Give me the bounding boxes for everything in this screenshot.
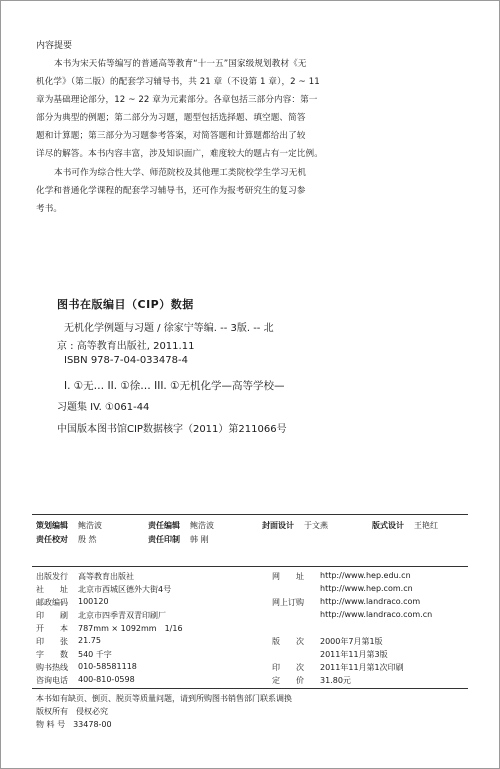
credit-label: 策划编辑 bbox=[36, 521, 68, 530]
abstract-line: 题和计算题；第三部分为习题参考答案，对简答题和计算题都给出了较 bbox=[36, 131, 306, 141]
pub-value: 400-810-0598 bbox=[78, 675, 135, 684]
credit-label: 版式设计 bbox=[372, 521, 404, 530]
pub-label: 网 址 bbox=[272, 572, 304, 581]
pub-value: 北京市四季青双青印刷厂 bbox=[78, 611, 166, 620]
credit-label: 责任印制 bbox=[148, 535, 180, 544]
cip-line: 习题集 IV. ①061-44 bbox=[57, 402, 150, 413]
abstract-line: 机化学》（第二版）的配套学习辅导书，共 21 章（不设第 1 章），2 ~ 11 bbox=[36, 77, 320, 87]
credit-value: 鲍浩波 bbox=[78, 521, 102, 530]
abstract-line: 章为基础理论部分，12 ~ 22 章为元素部分。各章包括三部分内容：第一 bbox=[36, 95, 318, 105]
divider bbox=[32, 566, 468, 567]
cip-line: I. ①无… II. ①徐… III. ①无机化学—高等学校— bbox=[64, 380, 285, 392]
pub-value: 540 千字 bbox=[78, 650, 112, 659]
credit-value: 于文燕 bbox=[304, 521, 328, 530]
pub-label: 购书热线 bbox=[36, 663, 68, 672]
pub-value: 010-58581118 bbox=[78, 662, 137, 671]
pub-label: 开 本 bbox=[36, 624, 68, 633]
pub-label: 定 价 bbox=[272, 676, 304, 685]
abstract-title: 内容提要 bbox=[36, 41, 73, 51]
pub-value: 2000年7月第1版 bbox=[320, 637, 383, 646]
credit-value: 王艳红 bbox=[414, 521, 438, 530]
price-value: 31.80元 bbox=[320, 676, 351, 685]
pub-label: 印 刷 bbox=[36, 611, 68, 620]
pub-value: 100120 bbox=[78, 597, 109, 606]
credit-value: 鲍浩波 bbox=[190, 521, 214, 530]
pub-value: 2011年11月第1次印刷 bbox=[320, 663, 404, 672]
credit-label: 封面设计 bbox=[262, 521, 294, 530]
pub-label: 版 次 bbox=[272, 637, 304, 646]
divider bbox=[32, 688, 468, 689]
abstract-line: 化学和普通化学课程的配套学习辅导书，还可作为报考研究生的复习参 bbox=[36, 186, 306, 196]
cip-data-code: 中国版本图书馆CIP数据核字（2011）第211066号 bbox=[57, 424, 287, 435]
pub-value: 高等教育出版社 bbox=[78, 572, 134, 581]
quality-notice: 本书如有缺页、倒页、脱页等质量问题，请到所购图书销售部门联系调换 bbox=[36, 694, 292, 703]
abstract-line: 本书可作为综合性大学、师范院校及其他理工类院校学生学习无机 bbox=[54, 168, 307, 178]
website-link[interactable]: http://www.hep.com.cn bbox=[320, 584, 413, 593]
pub-value: 21.75 bbox=[78, 636, 101, 645]
pub-value: 北京市西城区德外大街4号 bbox=[78, 585, 172, 594]
pub-value: 787mm × 1092mm 1/16 bbox=[78, 624, 183, 633]
material-number: 物 料 号 33478-00 bbox=[36, 720, 112, 729]
cip-title: 图书在版编目（CIP）数据 bbox=[57, 298, 194, 311]
pub-label: 咨询电话 bbox=[36, 676, 68, 685]
pub-label: 字 数 bbox=[36, 650, 68, 659]
abstract-line: 本书为宋天佑等编写的普通高等教育“十一五”国家级规划教材《无 bbox=[54, 59, 307, 69]
order-link[interactable]: http://www.landraco.com.cn bbox=[320, 610, 433, 619]
pub-label: 印 张 bbox=[36, 637, 68, 646]
website-link[interactable]: http://www.hep.edu.cn bbox=[320, 571, 411, 580]
pub-label: 出版发行 bbox=[36, 572, 68, 581]
cip-isbn: ISBN 978-7-04-033478-4 bbox=[64, 355, 188, 366]
abstract-line: 考书。 bbox=[36, 204, 63, 214]
divider bbox=[32, 514, 468, 515]
order-link[interactable]: http://www.landraco.com bbox=[320, 597, 421, 606]
cip-line: 无机化学例题与习题 / 徐家宁等编. -- 3版. -- 北 bbox=[64, 323, 274, 334]
credit-label: 责任编辑 bbox=[148, 521, 180, 530]
pub-value: 2011年11月第3版 bbox=[320, 650, 388, 659]
abstract-line: 详尽的解答。本书内容丰富，涉及知识面广，难度较大的题占有一定比例。 bbox=[36, 149, 323, 159]
copyright-notice: 版权所有 侵权必究 bbox=[36, 707, 108, 716]
credit-label: 责任校对 bbox=[36, 535, 68, 544]
credit-value: 殷 然 bbox=[78, 535, 97, 544]
abstract-line: 部分为典型的例题；第二部分为习题，题型包括选择题、填空题、简答 bbox=[36, 113, 306, 123]
pub-label: 印 次 bbox=[272, 663, 304, 672]
cip-line: 京 : 高等教育出版社, 2011.11 bbox=[57, 341, 195, 352]
pub-label: 网上订购 bbox=[272, 598, 304, 607]
pub-label: 社 址 bbox=[36, 585, 68, 594]
pub-label: 邮政编码 bbox=[36, 598, 68, 607]
credit-value: 韩 刚 bbox=[190, 535, 209, 544]
